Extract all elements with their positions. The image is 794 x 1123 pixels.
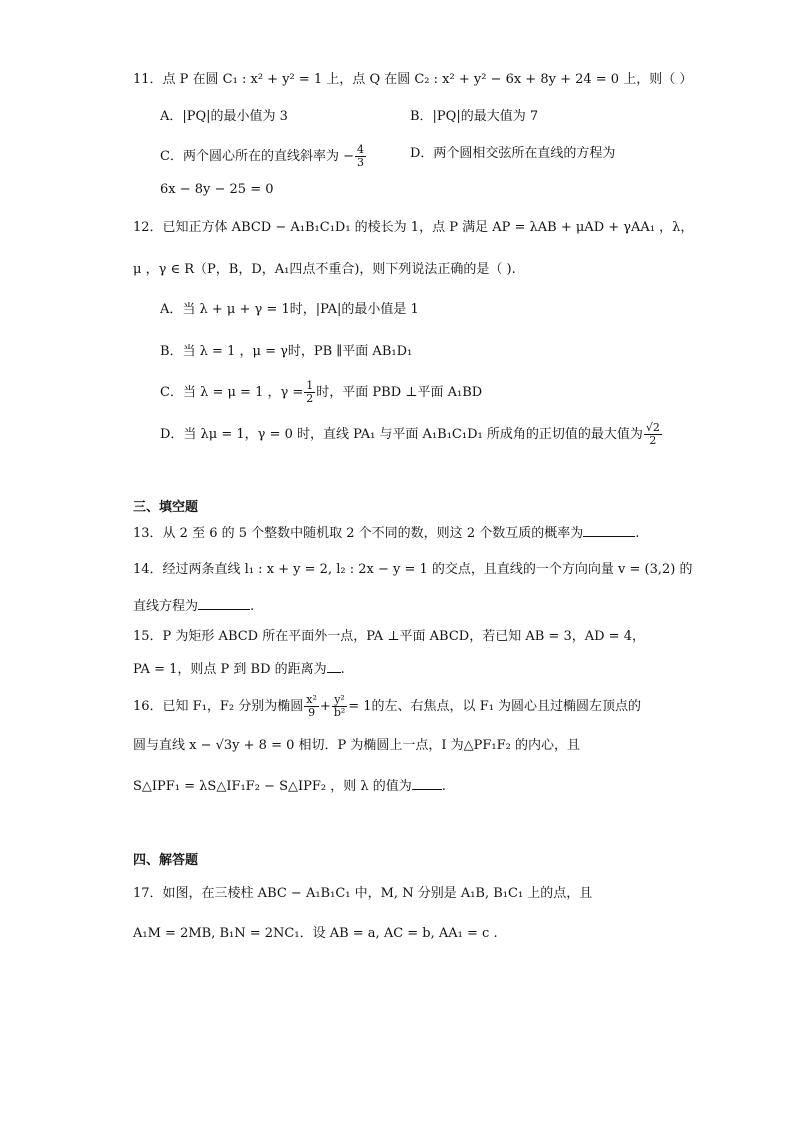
q15-period: . [340, 662, 345, 677]
fraction-denominator: b² [333, 706, 346, 719]
q11-option-d: D．两个圆相交弦所在直线的方程为 [410, 146, 616, 161]
answer-blank [583, 524, 635, 537]
q11-option-d-continued: 6x − 8y − 25 = 0 [160, 182, 274, 197]
q13-period: . [635, 526, 640, 541]
q17-line1: 17．如图，在三棱柱 ABC − A₁B₁C₁ 中，M, N 分别是 A₁B, B₁C₁ 上的点，且 [133, 886, 593, 901]
q16-text: 16．已知 F₁，F₂ 分别为椭圆 [133, 699, 304, 714]
q15-text: PA = 1，则点 P 到 BD 的距离为 [133, 662, 327, 677]
q12-option-c [160, 380, 482, 405]
q12-stem-line1: 12．已知正方体 ABCD − A₁B₁C₁D₁ 的棱长为 1，点 P 满足 AP = λAB + μAD + γAA₁ ，λ， [133, 220, 694, 235]
q11-option-b: B．|PQ|的最大值为 7 [410, 109, 539, 124]
fraction-denominator: 3 [356, 156, 364, 169]
q12-option-b: B．当 λ = 1 ，μ = γ时，PB ∥平面 AB₁D₁ [160, 344, 413, 359]
q12-option-d-fraction [644, 422, 662, 447]
fraction-numerator: √2 [645, 421, 660, 434]
q17-line2: A₁M = 2MB, B₁N = 2NC₁．设 AB = a, AC = b, AA₁ = c . [133, 926, 498, 941]
q16-fraction-x [304, 694, 319, 719]
q16-plus: + [319, 699, 331, 714]
fraction-numerator: 4 [356, 143, 364, 156]
answer-blank [327, 660, 341, 673]
q12-option-c-fraction [304, 380, 315, 405]
q11-option-c-text: C．两个圆心所在的直线斜率为 − [160, 149, 354, 164]
q16-line1 [133, 694, 641, 719]
q11-option-c-fraction [355, 144, 366, 169]
q11-option-a: A．|PQ|的最小值为 3 [160, 109, 288, 124]
q12-option-c-tail: 时，平面 PBD ⊥平面 A₁BD [316, 385, 483, 400]
fraction-numerator: 1 [306, 379, 314, 392]
fraction-numerator: x² [306, 693, 317, 706]
fraction-denominator: 2 [306, 392, 314, 405]
answer-blank [198, 597, 250, 610]
q12-option-d [160, 422, 663, 447]
q14-line2 [133, 597, 254, 617]
section-answer-questions-title: 四、解答题 [133, 853, 199, 868]
fraction-denominator: 2 [649, 434, 657, 447]
q16-line2: 圆与直线 x − √3y + 8 = 0 相切．P 为椭圆上一点，I 为△PF₁F₂ 的内心，且 [133, 738, 580, 753]
q12-option-c-text: C．当 λ = μ = 1 ，γ = [160, 385, 304, 400]
q16-period: . [441, 779, 446, 794]
q11-option-c [160, 144, 367, 169]
section-fill-in-blank-title: 三、填空题 [133, 500, 199, 515]
fraction-numerator: y² [332, 694, 347, 707]
q16-line3 [133, 777, 446, 797]
q14-line1: 14．经过两条直线 l₁ : x + y = 2, l₂ : 2x − y = 1 的交点，且直线的一个方向向量 v = (3,2) 的 [133, 562, 693, 577]
fraction-denominator: 9 [308, 706, 316, 719]
q13 [133, 524, 639, 544]
q16-text-tail: = 1的左、右焦点，以 F₁ 为圆心且过椭圆左顶点的 [348, 699, 642, 714]
q11-stem: 11．点 P 在圆 C₁ : x² + y² = 1 上，点 Q 在圆 C₂ : x² + y² − 6x + 8y + 24 = 0 上，则（ ） [133, 72, 693, 87]
q15-line1: 15．P 为矩形 ABCD 所在平面外一点，PA ⊥平面 ABCD，若已知 AB = 3，AD = 4， [133, 629, 645, 644]
q13-text: 13．从 2 至 6 的 5 个整数中随机取 2 个不同的数，则这 2 个数互质的概率为 [133, 526, 584, 541]
q15-line2 [133, 660, 345, 680]
q16-text: S△IPF₁ = λS△IF₁F₂ − S△IPF₂ ，则 λ 的值为 [133, 779, 412, 794]
q12-option-a: A．当 λ + μ + γ = 1时，|PA|的最小值是 1 [160, 302, 419, 317]
q14-period: . [250, 599, 255, 614]
q14-text: 直线方程为 [133, 599, 199, 614]
q12-option-d-text: D．当 λμ = 1，γ = 0 时，直线 PA₁ 与平面 A₁B₁C₁D₁ 所成角的正切值的最大值为 [160, 427, 643, 442]
answer-blank [412, 777, 442, 790]
q12-stem-line2: μ ，γ ∈ R（P，B，D，A₁四点不重合)，则下列说法正确的是（ ). [133, 262, 516, 277]
q16-fraction-y [332, 694, 347, 719]
